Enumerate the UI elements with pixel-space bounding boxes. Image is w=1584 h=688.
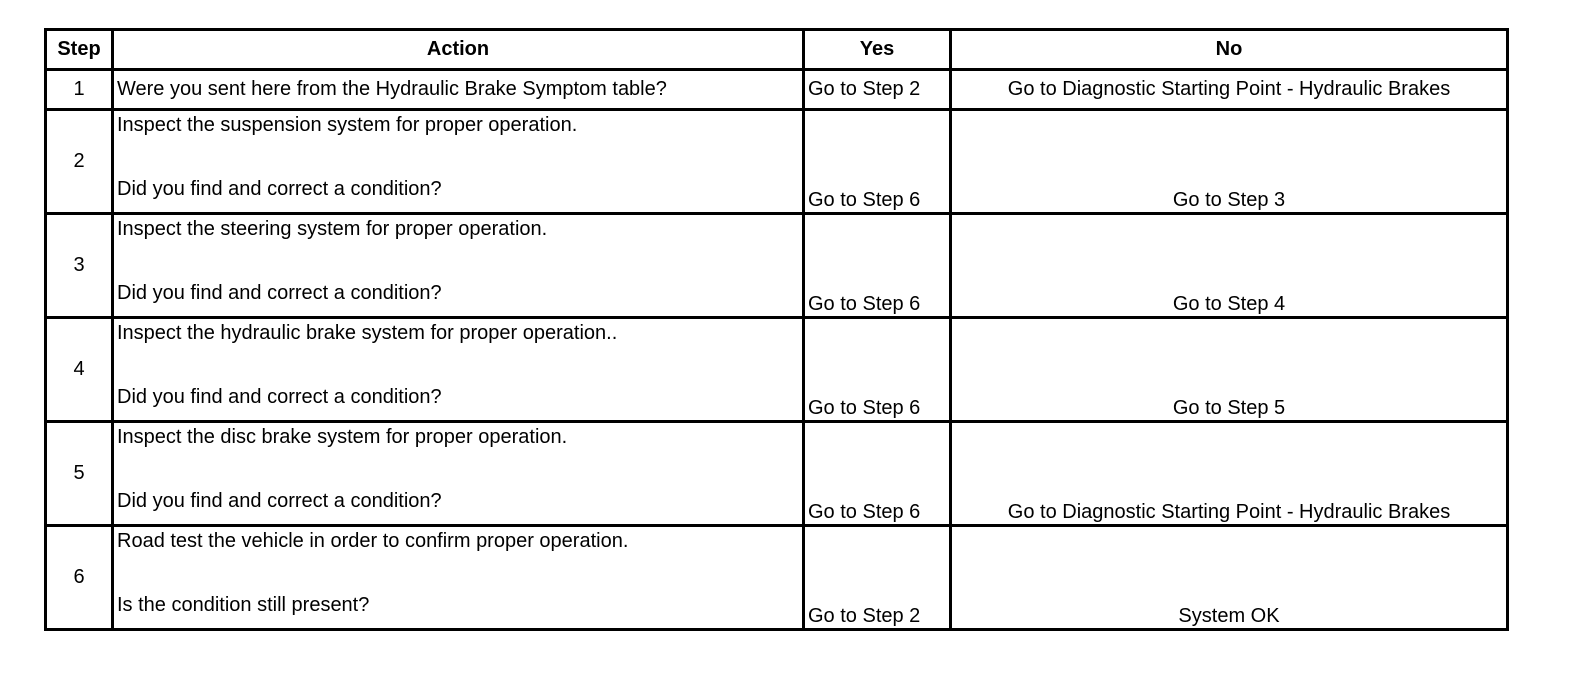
step-number: 4 bbox=[46, 318, 113, 422]
step-number: 2 bbox=[46, 110, 113, 214]
no-result: Go to Diagnostic Starting Point - Hydraulic Brakes bbox=[951, 422, 1508, 526]
table-row bbox=[46, 318, 1508, 422]
action-instruction: Inspect the suspension system for proper operation. bbox=[117, 114, 578, 136]
header-yes: Yes bbox=[804, 30, 951, 70]
header-no: No bbox=[951, 30, 1508, 70]
no-result: System OK bbox=[951, 526, 1508, 630]
yes-result: Go to Step 6 bbox=[804, 110, 951, 214]
table-row bbox=[46, 526, 1508, 630]
table-header-row bbox=[46, 30, 1508, 70]
action-instruction: Inspect the hydraulic brake system for proper operation.. bbox=[117, 322, 618, 344]
diagnostic-table bbox=[44, 28, 1509, 631]
action-question: Did you find and correct a condition? bbox=[117, 490, 442, 512]
diagnostic-table-container bbox=[44, 28, 1509, 631]
action-question: Is the condition still present? bbox=[117, 594, 370, 616]
yes-result: Go to Step 2 bbox=[804, 70, 951, 110]
action-cell bbox=[113, 526, 804, 630]
yes-result: Go to Step 6 bbox=[804, 422, 951, 526]
header-step: Step bbox=[46, 30, 113, 70]
step-number: 5 bbox=[46, 422, 113, 526]
header-action: Action bbox=[113, 30, 804, 70]
action-question: Did you find and correct a condition? bbox=[117, 178, 442, 200]
yes-result: Go to Step 6 bbox=[804, 318, 951, 422]
action-text: Were you sent here from the Hydraulic Brake Symptom table? bbox=[113, 70, 804, 110]
yes-result: Go to Step 2 bbox=[804, 526, 951, 630]
no-result: Go to Step 5 bbox=[951, 318, 1508, 422]
action-cell bbox=[113, 110, 804, 214]
step-number: 1 bbox=[46, 70, 113, 110]
no-result: Go to Diagnostic Starting Point - Hydraulic Brakes bbox=[951, 70, 1508, 110]
table-row bbox=[46, 110, 1508, 214]
action-cell bbox=[113, 422, 804, 526]
action-question: Did you find and correct a condition? bbox=[117, 282, 442, 304]
action-instruction: Inspect the disc brake system for proper operation. bbox=[117, 426, 568, 448]
action-cell bbox=[113, 214, 804, 318]
step-number: 3 bbox=[46, 214, 113, 318]
table-row bbox=[46, 214, 1508, 318]
action-question: Did you find and correct a condition? bbox=[117, 386, 442, 408]
table-row bbox=[46, 422, 1508, 526]
step-number: 6 bbox=[46, 526, 113, 630]
no-result: Go to Step 3 bbox=[951, 110, 1508, 214]
action-instruction: Inspect the steering system for proper operation. bbox=[117, 218, 548, 240]
yes-result: Go to Step 6 bbox=[804, 214, 951, 318]
action-cell bbox=[113, 318, 804, 422]
no-result: Go to Step 4 bbox=[951, 214, 1508, 318]
table-row bbox=[46, 70, 1508, 110]
action-instruction: Road test the vehicle in order to confirm proper operation. bbox=[117, 530, 629, 552]
